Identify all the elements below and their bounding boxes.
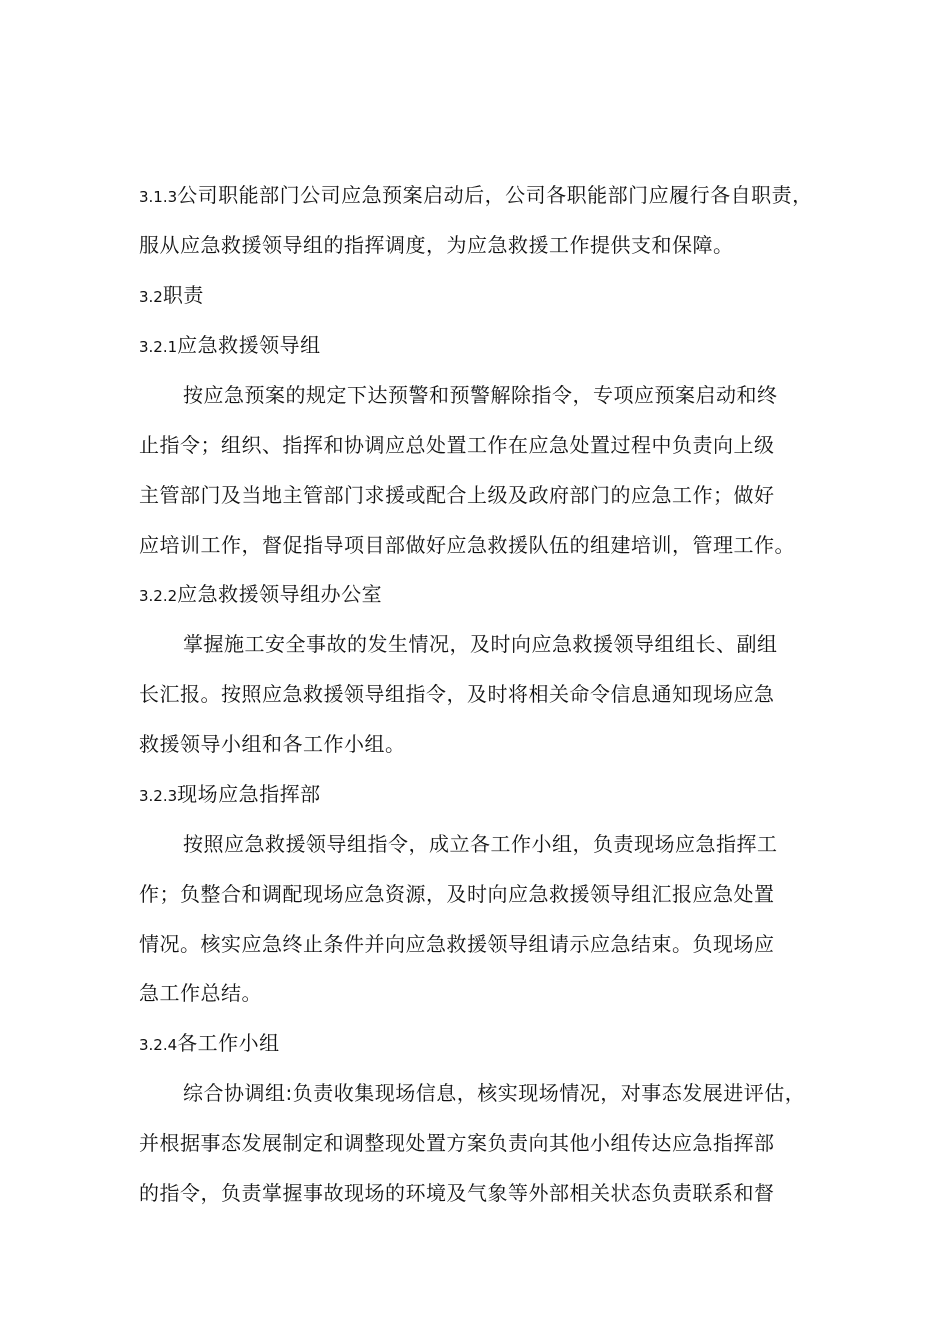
heading-3-2-4: [139, 1029, 280, 1059]
paragraph-line: 掌握施工安全事故的发生情况，及时向应急救援领导组组长、副组: [183, 632, 778, 656]
section-number: 3.2.1: [139, 338, 178, 356]
paragraph-line: 应培训工作，督促指导项目部做好应急救援队伍的组建培训，管理工作。: [139, 533, 795, 557]
heading-3-2-3: [139, 780, 321, 810]
section-number: 3.1.3: [139, 188, 178, 206]
section-number: 3.2.3: [139, 787, 178, 805]
section-number: 3.2: [139, 288, 163, 306]
section-title: 应急救援领导组办公室: [177, 582, 383, 606]
paragraph-line: 并根据事态发展制定和调整现处置方案负责向其他小组传达应急指挥部: [139, 1131, 775, 1155]
section-title: 各工作小组: [177, 1031, 280, 1055]
paragraph-line: 止指令；组织、指挥和协调应总处置工作在应急处置过程中负责向上级: [139, 433, 775, 457]
section-number: 3.2.2: [139, 587, 178, 605]
section-title: 现场应急指挥部: [177, 782, 321, 806]
paragraph-line: 的指令，负责掌握事故现场的环境及气象等外部相关状态负责联系和督: [139, 1181, 775, 1205]
heading-3-2-2: [139, 580, 382, 610]
paragraph-line: 作；负整合和调配现场应急资源，及时向应急救援领导组汇报应急处置: [139, 882, 775, 906]
section-title: 应急救援领导组: [177, 333, 321, 357]
paragraph-text: 公司职能部门公司应急预案启动后，公司各职能部门应履行各自职责，: [177, 183, 813, 207]
paragraph-line: 长汇报。按照应急救援领导组指令，及时将相关命令信息通知现场应急: [139, 682, 775, 706]
paragraph-3-1-3-line-2: 服从应急救援领导组的指挥调度，为应急救援工作提供支和保障。: [139, 233, 734, 257]
heading-3-2-1: [139, 331, 321, 361]
paragraph-line: 按照应急救援领导组指令，成立各工作小组，负责现场应急指挥工: [183, 832, 778, 856]
paragraph-3-1-3-line-1: [139, 181, 813, 211]
paragraph-line: 急工作总结。: [139, 981, 262, 1005]
heading-3-2: [139, 281, 204, 311]
paragraph-line: 按应急预案的规定下达预警和预警解除指令，专项应预案启动和终: [183, 383, 778, 407]
paragraph-line: 情况。核实应急终止条件并向应急救援领导组请示应急结束。负现场应: [139, 932, 775, 956]
section-title: 职责: [162, 283, 204, 307]
paragraph-line: 救援领导小组和各工作小组。: [139, 732, 406, 756]
paragraph-line: 主管部门及当地主管部门求援或配合上级及政府部门的应急工作；做好: [139, 483, 775, 507]
paragraph-line: 综合协调组:负责收集现场信息，核实现场情况，对事态发展进评估，: [183, 1081, 806, 1105]
section-number: 3.2.4: [139, 1036, 178, 1054]
